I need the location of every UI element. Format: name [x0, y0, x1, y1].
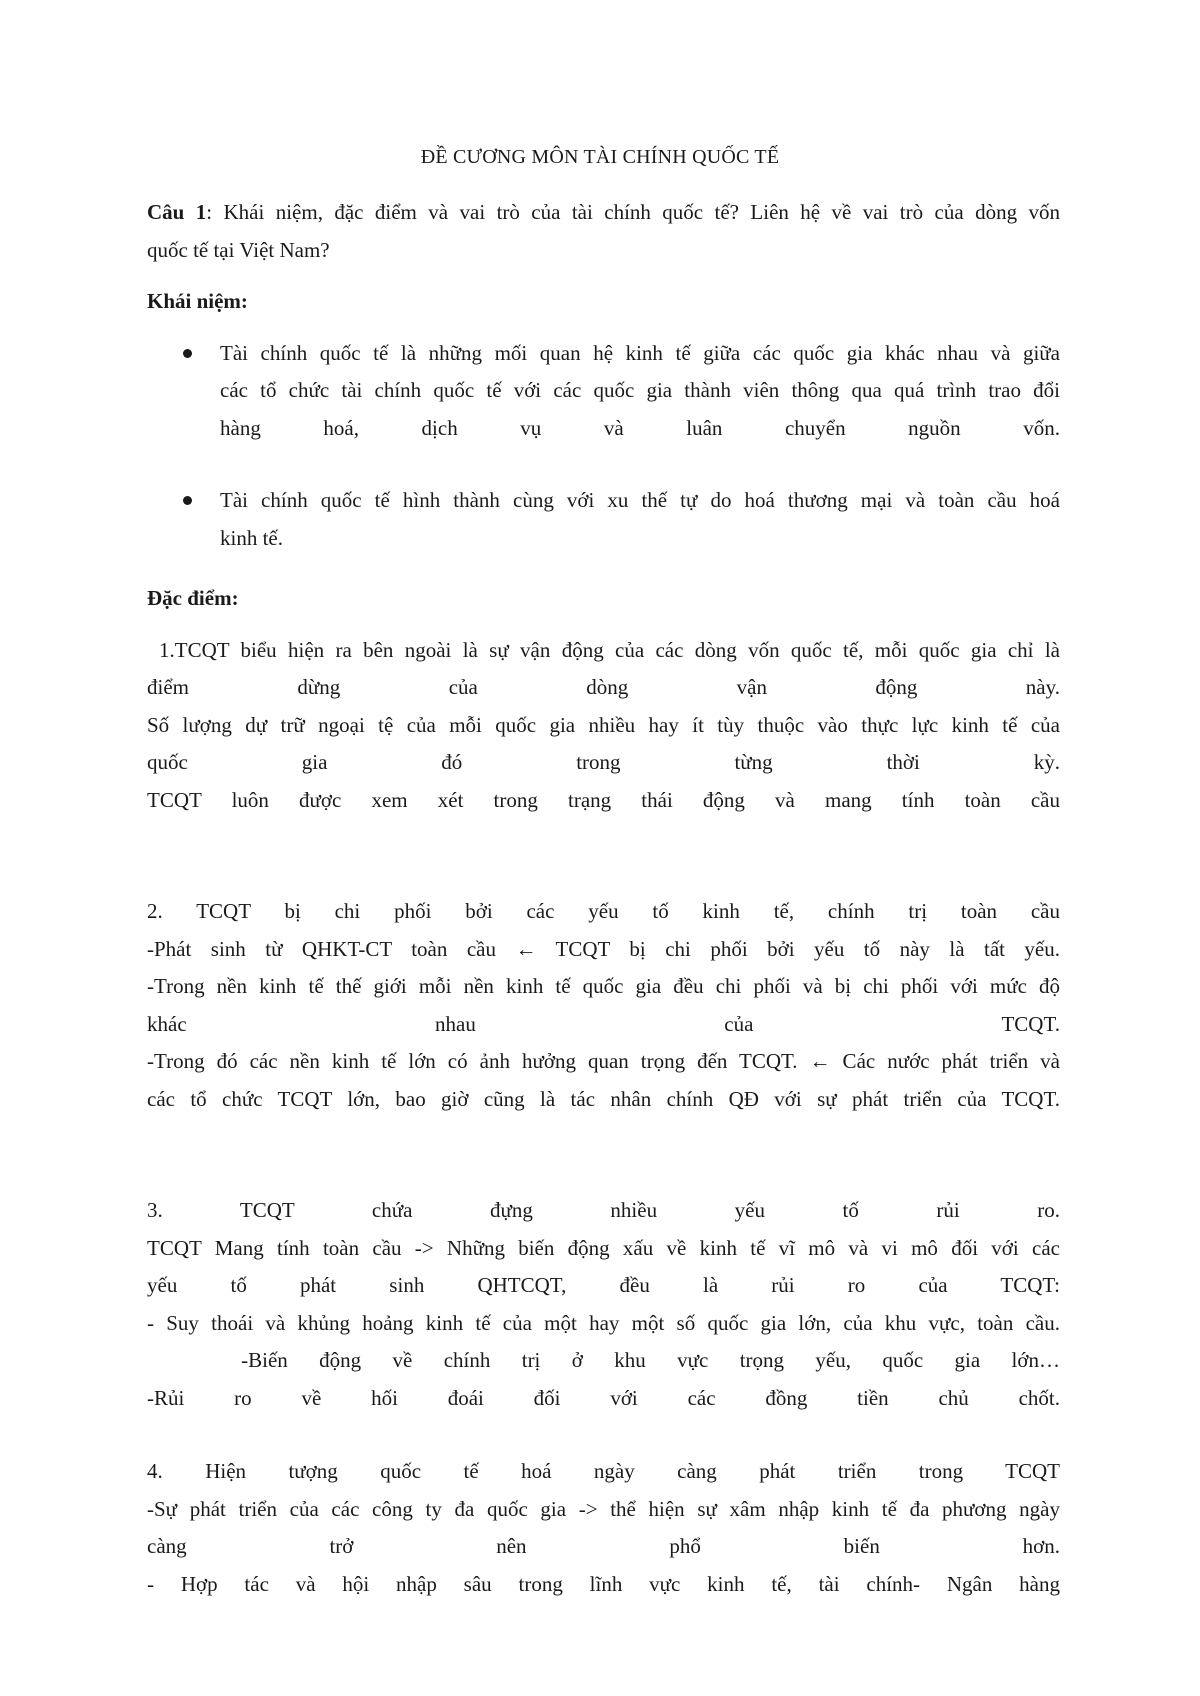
- feature-line: khác nhau của TCQT.: [147, 1011, 1060, 1036]
- question-1: [147, 194, 1060, 269]
- concept-heading: Khái niệm:: [147, 289, 248, 313]
- feature-line: -Rủi ro về hối đoái đối với các đồng tiền chủ chốt.: [147, 1385, 1060, 1410]
- feature-line: yếu tố phát sinh QHTCQT, đều là rủi ro của TCQT:: [147, 1273, 1060, 1297]
- bullet-icon: [183, 496, 192, 505]
- feature-line: 1.TCQT biểu hiện ra bên ngoài là sự vận động của các dòng vốn quốc tế, mỗi quốc gia chỉ là: [159, 637, 1060, 662]
- feature-line: -Sự phát triển của các công ty đa quốc gia -> thể hiện sự xâm nhập kinh tế đa phương ngày: [147, 1496, 1060, 1521]
- features-heading: Đặc điểm:: [147, 586, 239, 610]
- concept-bullet: [147, 335, 1060, 448]
- bullet-line: kinh tế.: [220, 525, 283, 550]
- feature-line: -Biến động về chính trị ở khu vực trọng yếu, quốc gia lớn…: [147, 1348, 1060, 1372]
- feature-line: 4. Hiện tượng quốc tế hoá ngày càng phát triển trong TCQT: [147, 1459, 1060, 1483]
- feature-line: quốc gia đó trong từng thời kỳ.: [147, 750, 1060, 774]
- feature-line: -Trong nền kinh tế thế giới mỗi nền kinh tế quốc gia đều chi phối và bị chi phối với mức độ: [147, 974, 1060, 998]
- feature-section-4: [147, 1453, 1060, 1603]
- bullet-icon: [183, 349, 192, 358]
- feature-line: càng trở nên phổ biến hơn.: [147, 1534, 1060, 1558]
- question-label: Câu 1: [147, 200, 207, 224]
- document-title: ĐỀ CƯƠNG MÔN TÀI CHÍNH QUỐC TẾ: [420, 146, 780, 168]
- bullet-line: Tài chính quốc tế hình thành cùng với xu thế tự do hoá thương mại và toàn cầu hoá: [220, 488, 1060, 512]
- feature-line: TCQT Mang tính toàn cầu -> Những biến động xấu về kinh tế vĩ mô và vi mô đối với các: [147, 1235, 1060, 1260]
- feature-line: TCQT luôn được xem xét trong trạng thái động và mang tính toàn cầu: [147, 787, 1060, 812]
- bullet-line: các tổ chức tài chính quốc tế với các quốc gia thành viên thông qua quá trình trao đổi: [220, 378, 1060, 402]
- question-text-line-2: quốc tế tại Việt Nam?: [147, 237, 330, 262]
- feature-section-3: [147, 1192, 1060, 1417]
- feature-line: điểm dừng của dòng vận động này.: [147, 675, 1060, 699]
- question-text-line-1: : Khái niệm, đặc điểm và vai trò của tài chính quốc tế? Liên hệ về vai trò của dòng vốn: [206, 200, 1060, 224]
- feature-line: -Phát sinh từ QHKT-CT toàn cầu ← TCQT bị chi phối bởi yếu tố này là tất yếu.: [147, 936, 1060, 961]
- feature-line: 3. TCQT chứa đựng nhiều yếu tố rủi ro.: [147, 1198, 1060, 1222]
- feature-line: -Trong đó các nền kinh tế lớn có ảnh hưởng quan trọng đến TCQT. ← Các nước phát triển và: [147, 1049, 1060, 1073]
- feature-line: - Suy thoái và khủng hoảng kinh tế của một hay một số quốc gia lớn, của khu vực, toàn cầu.: [147, 1310, 1060, 1335]
- feature-line: - Hợp tác và hội nhập sâu trong lĩnh vực kinh tế, tài chính- Ngân hàng: [147, 1571, 1060, 1596]
- concept-bullet: [147, 482, 1060, 557]
- feature-line: 2. TCQT bị chi phối bởi các yếu tố kinh tế, chính trị toàn cầu: [147, 899, 1060, 923]
- bullet-line: Tài chính quốc tế là những mối quan hệ kinh tế giữa các quốc gia khác nhau và giữa: [220, 340, 1060, 365]
- document-body: [147, 194, 1060, 1603]
- concept-bullet-list: [147, 335, 1060, 558]
- bullet-line: hàng hoá, dịch vụ và luân chuyển nguồn vốn.: [220, 415, 1060, 440]
- feature-line: Số lượng dự trữ ngoại tệ của mỗi quốc gia nhiều hay ít tùy thuộc vào thực lực kinh tế của: [147, 712, 1060, 737]
- feature-section-2: [147, 893, 1060, 1118]
- feature-section-1: [147, 632, 1060, 820]
- feature-line: các tổ chức TCQT lớn, bao giờ cũng là tác nhân chính QĐ với sự phát triển của TCQT.: [147, 1086, 1060, 1111]
